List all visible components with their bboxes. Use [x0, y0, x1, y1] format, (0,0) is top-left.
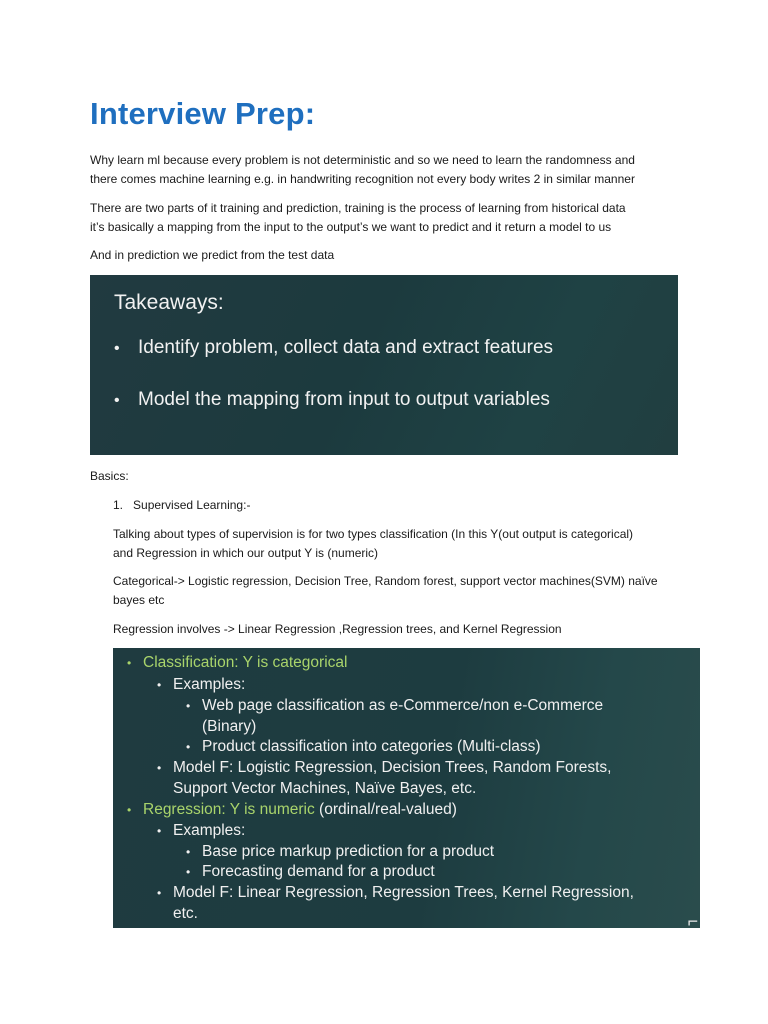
slide-line: [157, 779, 476, 799]
bullet-icon: •: [157, 886, 162, 900]
slide-line-text: Base price markup prediction for a product: [202, 843, 495, 860]
intro-paragraph-1: [90, 151, 690, 189]
slide-line-text: Forecasting demand for a product: [202, 863, 435, 880]
slide-line-text: Examples:: [173, 676, 246, 693]
regression-paragraph: Regression involves -> Linear Regression ,Regression trees, and Kernel Regression: [113, 622, 562, 636]
bullet-icon: •: [127, 803, 132, 817]
bullet-icon: •: [127, 656, 132, 670]
paragraph-line: bayes etc: [113, 593, 165, 607]
slide-title: Takeaways:: [114, 291, 224, 314]
slide-line-text: Regression: Y is numeric: [143, 801, 315, 818]
paragraph-line: Why learn ml because every problem is not deterministic and so we need to learn the randomness and: [90, 153, 635, 167]
bullet-icon: •: [186, 740, 191, 754]
classification-regression-slide-image: [113, 648, 700, 928]
slide-line: [157, 883, 634, 903]
basics-heading: Basics:: [90, 469, 129, 483]
bullet-icon: •: [157, 761, 162, 775]
slide-line: [127, 800, 457, 820]
slide-line: [157, 758, 611, 778]
takeaways-slide-image: [90, 275, 678, 455]
list-number: 1.: [113, 498, 124, 512]
paragraph-line: Categorical-> Logistic regression, Decision Tree, Random forest, support vector machines(SVM) naïve: [113, 574, 658, 588]
slide-line: [127, 653, 347, 673]
paragraph-line: and Regression in which our output Y is (numeric): [113, 546, 379, 560]
takeaways-list: [114, 337, 553, 441]
slide-line: [157, 904, 198, 924]
logo-arrow-icon: ⌐: [687, 911, 698, 928]
bullet-icon: •: [186, 699, 191, 713]
slide-line-text: Examples:: [173, 822, 246, 839]
slide-line: [186, 696, 603, 716]
paragraph-line: Talking about types of supervision is for two types classification (In this Y(out output is categorical): [113, 527, 634, 541]
bullet-icon: •: [114, 392, 120, 409]
bullet-icon: •: [157, 824, 162, 838]
page-title: Interview Prep:: [90, 96, 316, 131]
slide-line-text: Product classification into categories (Multi-class): [202, 738, 541, 755]
categorical-paragraph: [113, 572, 683, 610]
slide-line: [157, 821, 245, 841]
slide-line: [157, 675, 245, 695]
slide-line-text: etc.: [173, 905, 198, 922]
bullet-icon: •: [186, 845, 191, 859]
takeaway-item: [114, 389, 553, 441]
intro-paragraph-3: And in prediction we predict from the test data: [90, 248, 335, 262]
takeaway-text: Model the mapping from input to output variables: [138, 389, 550, 410]
list-label: Supervised Learning:-: [133, 498, 251, 512]
slide-line: [186, 862, 435, 882]
slide-line-text: Model F: Logistic Regression, Decision Trees, Random Forests,: [173, 759, 612, 776]
slide-line: [186, 842, 494, 862]
paragraph-line: There are two parts of it training and prediction, training is the process of learning from historical data: [90, 201, 626, 215]
slide-line-extra: (ordinal/real-valued): [314, 801, 457, 818]
slide-line: [186, 737, 541, 757]
bullet-icon: •: [186, 865, 191, 879]
slide-line-text: (Binary): [202, 718, 257, 735]
slide-line-text: Support Vector Machines, Naïve Bayes, etc.: [173, 780, 477, 797]
intro-paragraph-2: [90, 199, 690, 237]
slide-line-text: Model F: Linear Regression, Regression Trees, Kernel Regression,: [173, 884, 634, 901]
supervision-paragraph: [113, 525, 683, 563]
list-item-supervised: [113, 496, 250, 515]
slide-line-text: Web page classification as e-Commerce/non e-Commerce: [202, 697, 604, 714]
bullet-icon: •: [114, 340, 120, 357]
slide-line-text: Classification: Y is categorical: [143, 654, 348, 671]
takeaway-item: [114, 337, 553, 389]
takeaway-text: Identify problem, collect data and extract features: [138, 337, 554, 358]
paragraph-line: it’s basically a mapping from the input to the output’s we want to predict and it return a model to us: [90, 220, 612, 234]
paragraph-line: there comes machine learning e.g. in handwriting recognition not every body writes 2 in similar manner: [90, 172, 635, 186]
bullet-icon: •: [157, 678, 162, 692]
slide-line: [186, 717, 256, 737]
